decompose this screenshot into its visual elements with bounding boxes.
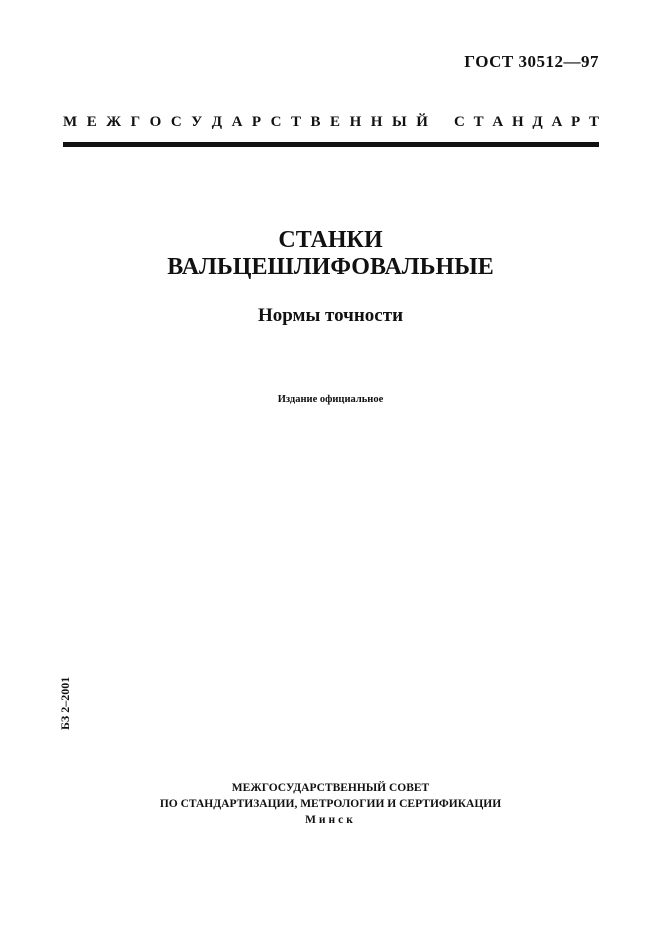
standard-banner — [63, 114, 599, 131]
banner-letter: Е — [330, 114, 341, 130]
banner-letter: Т — [473, 114, 484, 130]
banner-letter: А — [551, 114, 563, 130]
publisher-block — [0, 780, 661, 828]
banner-letter: Г — [130, 114, 141, 130]
banner-letter: М — [63, 114, 78, 130]
banner-letter: Р — [251, 114, 262, 130]
banner-letter: Н — [349, 114, 362, 130]
document-code: ГОСТ 30512—97 — [464, 52, 599, 71]
banner-word-interstate — [63, 114, 428, 131]
publisher-city: Минск — [305, 814, 356, 826]
banner-letter: А — [492, 114, 504, 130]
side-registration-code: БЗ 2–2001 — [58, 676, 72, 730]
banner-letter: Т — [588, 114, 599, 130]
banner-letter: Р — [571, 114, 581, 130]
publisher-line-1: МЕЖГОСУДАРСТВЕННЫЙ СОВЕТ — [231, 782, 430, 794]
banner-letter: Й — [416, 114, 428, 130]
banner-letter: С — [454, 114, 465, 130]
banner-letter: Н — [511, 114, 524, 130]
banner-letter: С — [170, 114, 182, 130]
banner-letter: Ж — [106, 114, 122, 130]
edition-note: Издание официальное — [277, 394, 384, 405]
banner-letter: А — [231, 114, 243, 130]
banner-letter: С — [270, 114, 282, 130]
banner-letter: У — [191, 114, 203, 130]
banner-word-standard — [454, 114, 599, 131]
banner-letter: Е — [86, 114, 97, 130]
document-title — [0, 227, 661, 281]
banner-letter: Н — [370, 114, 383, 130]
banner-letter: В — [310, 114, 321, 130]
banner-letter: О — [149, 114, 162, 130]
title-line-1: СТАНКИ — [278, 227, 383, 253]
document-subtitle: Нормы точности — [257, 305, 404, 326]
header-rule — [63, 142, 599, 147]
banner-letter: Ы — [391, 114, 407, 130]
publisher-line-2: ПО СТАНДАРТИЗАЦИИ, МЕТРОЛОГИИ И СЕРТИФИКАЦИИ — [159, 798, 502, 810]
banner-letter: Д — [211, 114, 223, 130]
banner-letter: Д — [532, 114, 543, 130]
banner-letter: Т — [290, 114, 301, 130]
title-line-2: ВАЛЬЦЕШЛИФОВАЛЬНЫЕ — [167, 254, 494, 280]
